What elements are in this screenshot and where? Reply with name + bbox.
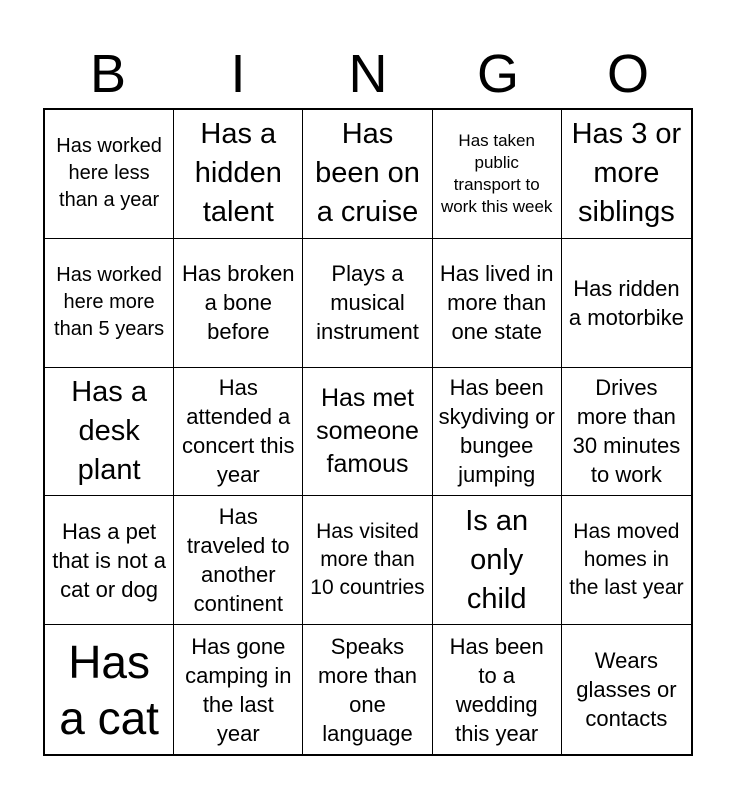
cell-text: Has 3 or more siblings (571, 118, 682, 229)
bingo-cell[interactable] (45, 368, 174, 497)
header-letter-n: N (348, 44, 388, 104)
bingo-cell[interactable] (433, 368, 562, 497)
cell-text: Speaks more than one language (317, 633, 418, 746)
bingo-cell[interactable] (303, 110, 432, 239)
cell-text: Has gone camping in the last year (185, 633, 292, 746)
cell-text: Has a cat (59, 635, 159, 744)
header-letter-b: B (89, 44, 127, 104)
bingo-cell[interactable] (174, 110, 303, 239)
cell-text: Has a pet that is not a cat or dog (52, 518, 166, 602)
bingo-cell[interactable] (562, 110, 691, 239)
header-letter-o: O (606, 44, 649, 104)
cell-text: Has ridden a motorbike (568, 275, 684, 330)
cell-text: Is an only child (465, 504, 529, 615)
bingo-cell[interactable] (562, 239, 691, 368)
bingo-cell[interactable] (562, 496, 691, 625)
cell-text: Has taken public transport to work this week (440, 130, 553, 216)
cell-text: Has worked here more than 5 years (54, 264, 165, 341)
bingo-cell[interactable] (45, 625, 174, 754)
cell-text: Has broken a bone before (182, 261, 295, 345)
cell-text: Has a desk plant (71, 375, 147, 486)
bingo-board (43, 108, 693, 756)
cell-text: Drives more than 30 minutes to work (572, 375, 681, 488)
bingo-cell[interactable] (433, 110, 562, 239)
cell-text: Has a hidden talent (194, 118, 282, 229)
cell-text: Has visited more than 10 countries (310, 520, 425, 600)
cell-text: Wears glasses or contacts (576, 648, 677, 732)
cell-text: Has worked here less than a year (56, 135, 162, 212)
bingo-cell[interactable] (45, 239, 174, 368)
bingo-cell[interactable] (562, 368, 691, 497)
cell-text: Has lived in more than one state (439, 261, 554, 345)
bingo-cell[interactable] (433, 239, 562, 368)
cell-text: Has been skydiving or bungee jumping (438, 375, 555, 488)
bingo-cell[interactable] (45, 110, 174, 239)
bingo-cell[interactable] (303, 239, 432, 368)
cell-text: Has been to a wedding this year (449, 633, 544, 746)
bingo-cell[interactable] (433, 625, 562, 754)
cell-text: Has met someone famous (316, 383, 419, 478)
bingo-cell[interactable] (433, 496, 562, 625)
cell-text: Has traveled to another continent (186, 504, 290, 617)
cell-text: Has moved homes in the last year (569, 520, 684, 600)
cell-text: Has been on a cruise (315, 118, 420, 229)
bingo-cell[interactable] (303, 496, 432, 625)
header-letter-i: I (230, 44, 246, 104)
bingo-cell[interactable] (45, 496, 174, 625)
bingo-cell[interactable] (562, 625, 691, 754)
bingo-cell[interactable] (303, 368, 432, 497)
bingo-cell[interactable] (174, 368, 303, 497)
bingo-cell[interactable] (174, 239, 303, 368)
cell-text: Plays a musical instrument (316, 261, 419, 345)
header-letter-g: G (476, 44, 519, 104)
bingo-cell[interactable] (174, 625, 303, 754)
cell-text: Has attended a concert this year (182, 375, 295, 488)
bingo-header (43, 40, 693, 108)
bingo-cell[interactable] (303, 625, 432, 754)
bingo-cell[interactable] (174, 496, 303, 625)
